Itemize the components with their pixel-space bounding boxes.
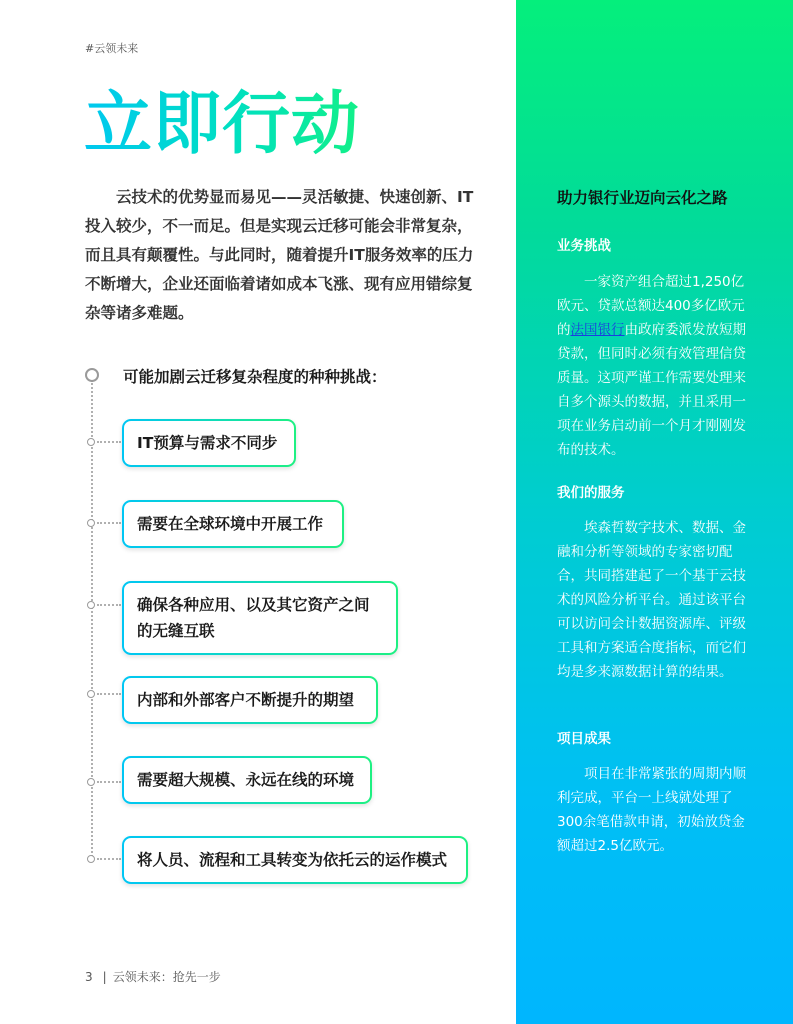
french-bank-link[interactable]: 法国银行 (570, 322, 625, 338)
timeline-node-connector (97, 781, 121, 783)
timeline-node-dot (87, 438, 95, 446)
challenge-card: 确保各种应用、以及其它资产之间的无缝互联 (122, 581, 398, 655)
timeline-line (91, 380, 93, 860)
business-challenge-heading: 业务挑战 (557, 238, 611, 254)
footer-label: 云领未来：抢先一步 (112, 970, 221, 984)
sidebar-title: 助力银行业迈向云化之路 (557, 189, 728, 207)
timeline-node-connector (97, 441, 121, 443)
business-challenge-text-start: 一家资产组合超过1,250亿欧元、贷款总额达400多亿欧元的 (557, 274, 745, 338)
challenge-card: 将人员、流程和工具转变为依托云的运作模式 (122, 836, 468, 884)
timeline-node-dot (87, 519, 95, 527)
challenge-card: 内部和外部客户不断提升的期望 (122, 676, 378, 724)
business-challenge-text (557, 270, 747, 462)
challenge-card: 需要超大规模、永远在线的环境 (122, 756, 372, 804)
project-results-text: 项目在非常紧张的周期内顺利完成，平台一上线就处理了300余笔借款申请，初始放贷金额超过2.5亿欧元。 (557, 766, 746, 854)
project-results-heading: 项目成果 (557, 731, 611, 747)
challenges-heading: 可能加剧云迁移复杂程度的种种挑战： (123, 368, 387, 386)
timeline-node-connector (97, 693, 121, 695)
timeline-node-connector (97, 522, 121, 524)
challenge-card: IT预算与需求不同步 (122, 419, 296, 467)
our-services-heading: 我们的服务 (557, 485, 625, 501)
timeline-node-dot (87, 690, 95, 698)
page-number: 3 (85, 970, 93, 984)
section-tag: #云领未来 (85, 42, 139, 55)
timeline-node-dot (87, 778, 95, 786)
page-footer: 3 | 云领未来：抢先一步 (85, 970, 221, 984)
timeline-node-connector (97, 604, 121, 606)
case-study-sidebar (516, 0, 793, 1024)
our-services-text: 埃森哲数字技术、数据、金融和分析等领域的专家密切配合，共同搭建起了一个基于云技术的风险分析平台。通过该平台可以访问会计数据资源库、评级工具和方案适合度指标，而它们均是多来源数据计算的结果。 (557, 520, 746, 680)
timeline-node-connector (97, 858, 121, 860)
page-title: 立即行动 (84, 85, 361, 164)
timeline-start-dot (85, 368, 99, 382)
intro-paragraph: 云技术的优势显而易见——灵活敏捷、快速创新、IT投入较少，不一而足。但是实现云迁移可能会非常复杂，而且具有颠覆性。与此同时，随着提升IT服务效率的压力不断增大，企业还面临着诸如成本飞涨、现有应用错综复杂等诸多难题。 (85, 188, 474, 322)
timeline-node-dot (87, 855, 95, 863)
challenge-card: 需要在全球环境中开展工作 (122, 500, 344, 548)
timeline-node-dot (87, 601, 95, 609)
business-challenge-text-end: 由政府委派发放短期贷款，但同时必须有效管理信贷质量。这项严谨工作需要处理来自多个源头的数据，并且采用一项在业务启动前一个月才刚刚发布的技术。 (557, 322, 746, 458)
